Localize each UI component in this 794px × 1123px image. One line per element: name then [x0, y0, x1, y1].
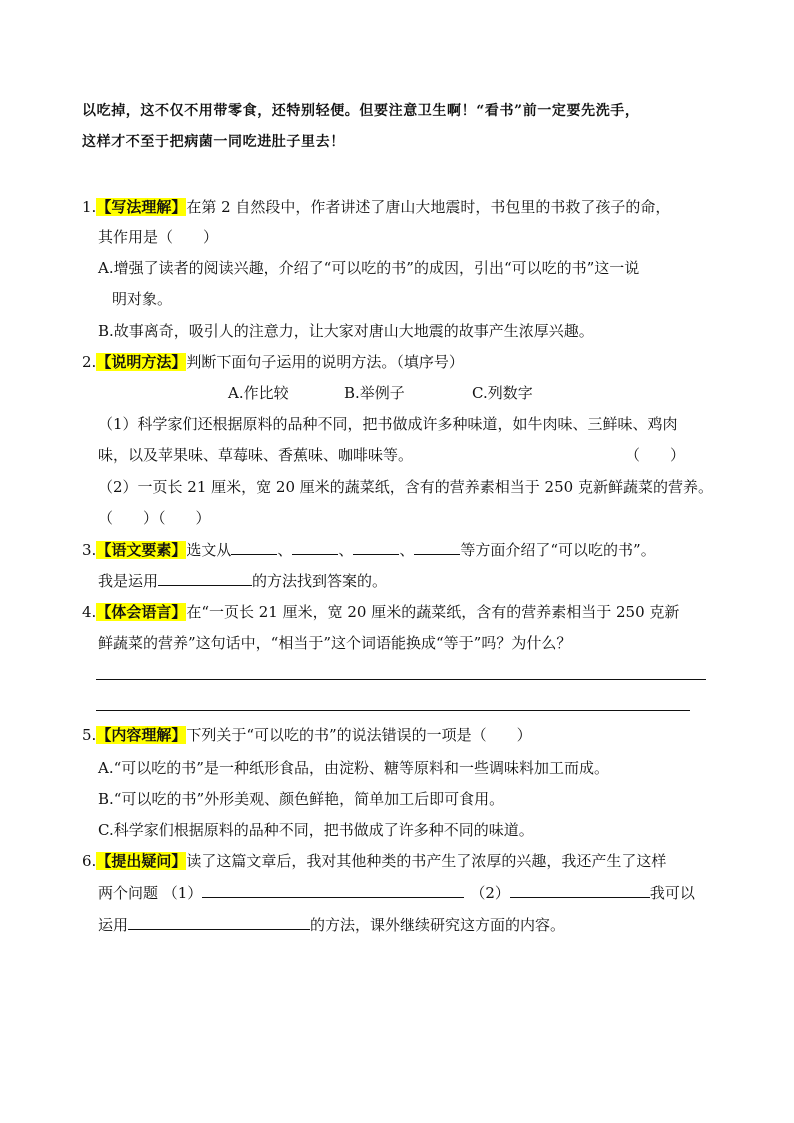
question-3-blank-3[interactable] [353, 538, 399, 555]
question-3-tag: 【语文要素】 [96, 541, 187, 559]
question-6-blank-2[interactable] [510, 881, 650, 898]
question-3-post: 等方面介绍了“可以吃的书”。 [460, 541, 656, 559]
intro-line-2: 这样才不至于把病菌一同吃进肚子里去！ [82, 134, 345, 150]
question-6-line-1 [82, 850, 666, 872]
question-2-stem: 判断下面句子运用的说明方法。（填序号） [186, 353, 464, 371]
question-3-line-2 [98, 569, 387, 592]
question-6-line-2-mid: （2） [470, 884, 510, 902]
question-4-line-1 [82, 601, 679, 623]
question-1-number: 1. [82, 198, 97, 216]
question-1-option-a: A.增强了读者的阅读兴趣，介绍了“可以吃的书”的成因，引出“可以吃的书”这一说 [98, 259, 640, 277]
choice-b: B.举例子 [344, 384, 405, 402]
question-5-line-1 [82, 724, 532, 746]
question-2-sentence-2-answer[interactable]: （ ）（ ） [98, 509, 211, 527]
question-6-line-2-pre: 两个问题 （1） [98, 884, 203, 902]
question-3-blank-4[interactable] [414, 538, 460, 555]
choice-a: A.作比较 [228, 384, 289, 402]
question-4-tag: 【体会语言】 [96, 603, 187, 621]
question-1-option-b: B.故事离奇，吸引人的注意力，让大家对唐山大地震的故事产生浓厚兴趣。 [98, 322, 594, 340]
question-2-tag: 【说明方法】 [96, 353, 187, 371]
question-1-line-2: 其作用是（ ） [98, 228, 219, 246]
question-3-blank-2[interactable] [292, 538, 338, 555]
question-2-sentence-1-answer[interactable]: （ ） [625, 446, 686, 464]
question-3-sep-1: 、 [277, 541, 293, 559]
question-2-sentence-1: （1）科学家们还根据原料的品种不同，把书做成许多种味道，如牛肉味、三鲜味、鸡肉 [98, 415, 678, 433]
question-3-blank-1[interactable] [231, 538, 277, 555]
question-1-line-1 [82, 196, 670, 218]
question-5-stem: 下列关于“可以吃的书”的说法错误的一项是（ ） [186, 726, 532, 744]
question-2-line-1 [82, 351, 464, 373]
question-5-option-b: B.“可以吃的书”外形美观、颜色鲜艳，简单加工后即可食用。 [98, 790, 505, 808]
question-6-method-blank[interactable] [128, 913, 310, 930]
answer-line-1[interactable] [96, 679, 706, 680]
question-1-stem: 在第 2 自然段中，作者讲述了唐山大地震时，书包里的书救了孩子的命， [186, 198, 671, 216]
question-5-option-c: C.科学家们根据原料的品种不同，把书做成了许多种不同的味道。 [98, 821, 534, 839]
question-2-number: 2. [82, 353, 97, 371]
question-3-number: 3. [82, 541, 97, 559]
question-6-line-3-post: 的方法，课外继续研究这方面的内容。 [310, 916, 566, 934]
question-2-sentence-1-cont: 味，以及苹果味、草莓味、香蕉味、咖啡味等。 [98, 446, 414, 464]
question-6-line-2-post: 我可以 [649, 884, 695, 902]
question-3-line-2-post: 的方法找到答案的。 [252, 572, 388, 590]
question-4-line-2: 鲜蔬菜的营养”这句话中，“相当于”这个词语能换成“等于”吗？为什么？ [98, 634, 572, 652]
question-6-line-3-pre: 运用 [98, 916, 129, 934]
question-5-option-a: A.“可以吃的书”是一种纸形食品，由淀粉、糖等原料和一些调味料加工而成。 [98, 759, 609, 777]
choice-c: C.列数字 [472, 384, 533, 402]
question-6-tag: 【提出疑问】 [96, 852, 187, 870]
question-3-line-2-pre: 我是运用 [98, 572, 159, 590]
question-6-line-3 [98, 913, 565, 936]
question-3-pre: 选文从 [186, 541, 232, 559]
answer-line-2[interactable] [96, 710, 690, 711]
question-3-method-blank[interactable] [158, 569, 252, 586]
question-4-stem: 在“一页长 21 厘米，宽 20 厘米的蔬菜纸，含有的营养素相当于 250 克新 [186, 603, 680, 621]
intro-line-1: 以吃掉，这不仅不用带零食，还特别轻便。但要注意卫生啊！“看书”前一定要先洗手， [82, 103, 640, 119]
question-5-tag: 【内容理解】 [96, 726, 187, 744]
question-6-line-2 [98, 881, 695, 904]
question-6-stem: 读了这篇文章后，我对其他种类的书产生了浓厚的兴趣，我还产生了这样 [186, 852, 667, 870]
question-1-tag: 【写法理解】 [96, 198, 187, 216]
question-3-sep-3: 、 [399, 541, 415, 559]
question-2-sentence-2: （2）一页长 21 厘米，宽 20 厘米的蔬菜纸，含有的营养素相当于 250 克新鲜蔬菜的营养。 [98, 478, 713, 496]
question-5-number: 5. [82, 726, 97, 744]
question-3-line-1 [82, 538, 656, 561]
question-4-number: 4. [82, 603, 97, 621]
question-6-number: 6. [82, 852, 97, 870]
question-3-sep-2: 、 [338, 541, 354, 559]
question-1-option-a-cont: 明对象。 [112, 290, 173, 308]
question-6-blank-1[interactable] [202, 881, 464, 898]
